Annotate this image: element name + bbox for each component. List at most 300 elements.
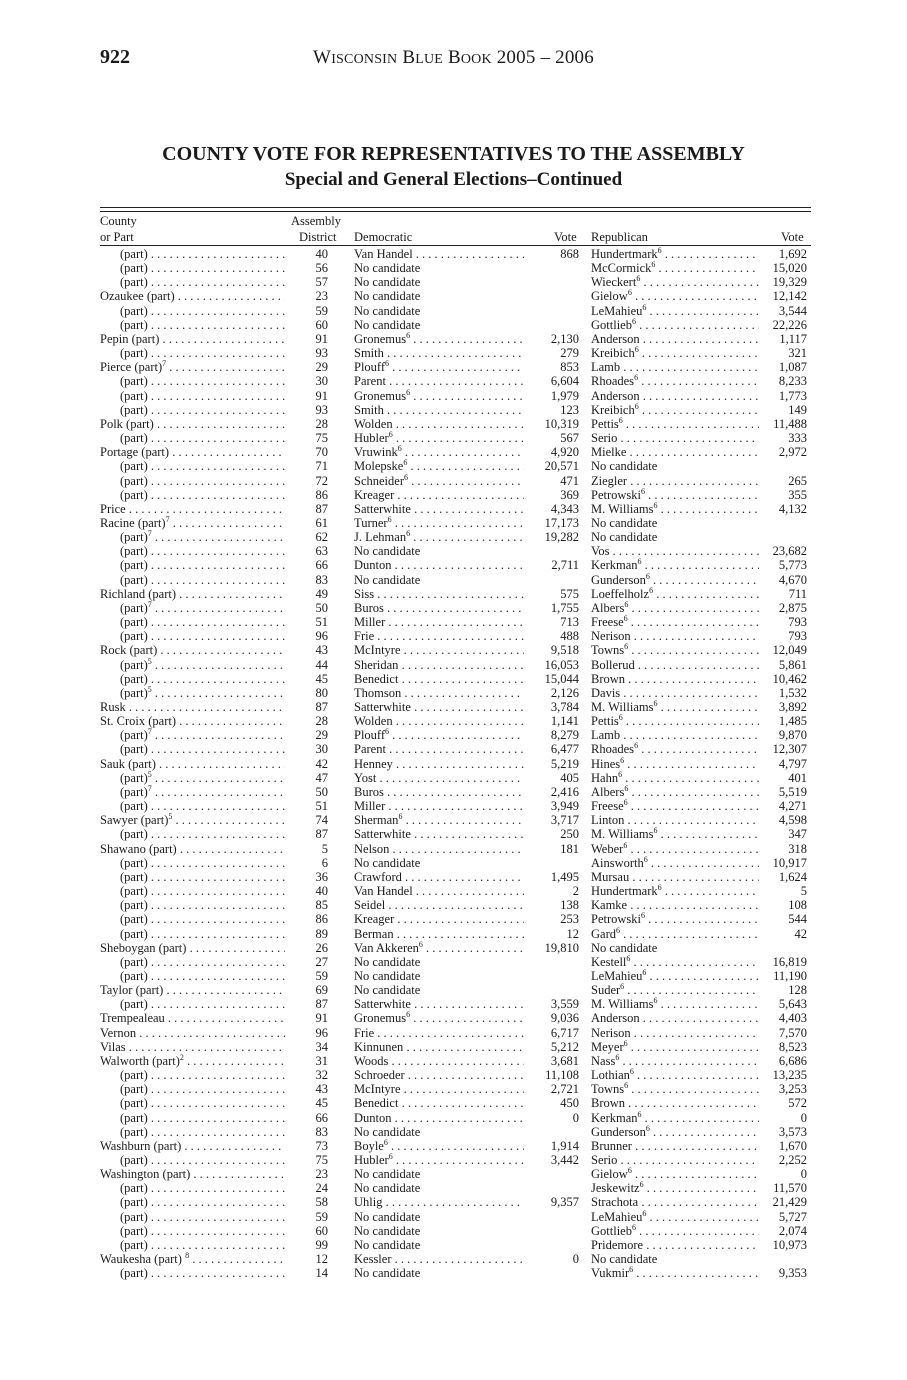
county-cell xyxy=(100,445,285,459)
footnote-marker: 7 xyxy=(147,728,152,737)
cell-text: 572 xyxy=(788,1096,807,1111)
district-cell xyxy=(285,898,328,912)
cell-text: 128 xyxy=(788,983,807,998)
republican-candidate-cell xyxy=(591,771,759,785)
cell-text: 83 xyxy=(315,572,328,587)
district-cell xyxy=(285,1011,328,1025)
republican-candidate-cell xyxy=(591,983,759,997)
cell-text: Woods xyxy=(354,1053,389,1068)
table-row xyxy=(100,728,811,742)
democratic-candidate-cell xyxy=(354,1011,524,1025)
cell-text: (part) xyxy=(120,954,148,969)
democratic-candidate-cell xyxy=(354,261,524,275)
col-assembly-header-1: Assembly xyxy=(291,214,341,228)
democratic-vote-cell xyxy=(520,530,579,544)
cell-text: Towns xyxy=(591,1082,625,1097)
footnote-marker: 6 xyxy=(624,600,629,609)
republican-vote-cell xyxy=(755,1082,807,1096)
republican-candidate-cell xyxy=(591,1139,759,1153)
republican-vote-cell xyxy=(755,856,807,870)
cell-text: Suder xyxy=(591,983,621,998)
cell-text: Kinnunen xyxy=(354,1039,404,1054)
table-row xyxy=(100,799,811,813)
republican-vote-cell xyxy=(755,304,807,318)
cell-text: 2,252 xyxy=(778,1153,807,1167)
table-row xyxy=(100,997,811,1011)
cell-text: 15,044 xyxy=(544,671,579,686)
democratic-vote-cell xyxy=(520,601,579,615)
republican-vote-cell xyxy=(755,1195,807,1209)
cell-text: Gottlieb xyxy=(591,1223,632,1238)
cell-text: (part) xyxy=(120,926,148,941)
democratic-candidate-cell xyxy=(354,1210,524,1224)
cell-text: 93 xyxy=(315,346,328,361)
cell-text: Anderson xyxy=(591,1011,640,1026)
cell-text: Gottlieb xyxy=(591,317,632,332)
cell-text: Lamb xyxy=(591,360,621,375)
cell-text: LeMahieu xyxy=(591,1209,643,1224)
republican-vote-cell xyxy=(755,785,807,799)
cell-text: Kreager xyxy=(354,912,395,927)
cell-text: Petrowski xyxy=(591,487,641,502)
cell-text: 3,717 xyxy=(550,813,579,828)
cell-text: 253 xyxy=(560,912,579,927)
cell-text: 1,914 xyxy=(550,1138,579,1153)
district-cell xyxy=(285,516,328,530)
cell-text: 5,861 xyxy=(778,657,807,672)
cell-text: 355 xyxy=(788,487,807,502)
cell-text: Kerkman xyxy=(591,558,638,573)
district-cell xyxy=(285,417,328,431)
republican-candidate-cell xyxy=(591,1026,759,1040)
republican-vote-cell xyxy=(755,728,807,742)
cell-text: 333 xyxy=(788,431,807,446)
republican-vote-cell xyxy=(755,827,807,841)
cell-text: 4,797 xyxy=(778,756,807,771)
cell-text: 401 xyxy=(788,770,807,785)
cell-text: Washburn (part) xyxy=(100,1138,182,1153)
county-cell xyxy=(120,459,285,473)
footnote-marker: 6 xyxy=(387,515,392,524)
district-cell xyxy=(285,573,328,587)
cell-text: 45 xyxy=(315,1096,328,1111)
district-cell xyxy=(285,672,328,686)
county-cell xyxy=(100,417,285,431)
cell-text: (part) xyxy=(120,1266,148,1281)
cell-text: 34 xyxy=(315,1039,328,1054)
footnote-marker: 6 xyxy=(629,1068,634,1076)
footnote-marker: 7 xyxy=(147,530,152,538)
county-cell xyxy=(120,474,285,488)
republican-vote-cell xyxy=(755,1026,807,1040)
cell-text: 91 xyxy=(315,331,328,346)
democratic-candidate-cell xyxy=(354,927,524,941)
cell-text: No candidate xyxy=(354,1266,421,1281)
cell-text: 471 xyxy=(560,473,579,488)
cell-text: 181 xyxy=(560,841,579,856)
district-cell xyxy=(285,318,328,332)
footnote-marker: 5 xyxy=(147,657,152,666)
cell-text: 20,571 xyxy=(544,459,579,474)
cell-text: 138 xyxy=(560,898,579,913)
democratic-vote-cell xyxy=(520,1139,579,1153)
cell-text: 9,870 xyxy=(778,728,807,743)
cell-text: (part) xyxy=(120,317,148,332)
table-row xyxy=(100,1252,811,1266)
cell-text: Gielow xyxy=(591,289,628,304)
cell-text: Nass xyxy=(591,1053,616,1068)
democratic-vote-cell xyxy=(520,474,579,488)
republican-candidate-cell xyxy=(591,757,759,771)
county-cell xyxy=(120,1224,285,1238)
cell-text: No candidate xyxy=(354,303,421,318)
democratic-candidate-cell xyxy=(354,573,524,587)
county-cell xyxy=(120,247,285,261)
republican-candidate-cell xyxy=(591,1252,759,1266)
republican-candidate-cell xyxy=(591,417,759,431)
cell-text: Pierce (part) xyxy=(100,360,163,375)
democratic-candidate-cell xyxy=(354,1266,524,1280)
cell-text: 567 xyxy=(560,431,579,446)
democratic-vote-cell xyxy=(520,629,579,643)
district-cell xyxy=(285,389,328,403)
table-row xyxy=(100,898,811,912)
republican-candidate-cell xyxy=(591,1153,759,1167)
cell-text: Vilas xyxy=(100,1039,126,1054)
republican-candidate-cell xyxy=(591,856,759,870)
table-row xyxy=(100,1238,811,1252)
cell-text: Berman xyxy=(354,926,394,941)
cell-text: 40 xyxy=(315,884,328,899)
republican-candidate-cell xyxy=(591,884,759,898)
democratic-vote-cell xyxy=(520,785,579,799)
democratic-candidate-cell xyxy=(354,346,524,360)
cell-text: 6 xyxy=(321,855,328,870)
footnote-marker: 6 xyxy=(653,997,658,1006)
republican-candidate-cell xyxy=(591,261,759,275)
county-cell xyxy=(100,941,285,955)
cell-text: 3,949 xyxy=(550,799,579,814)
district-cell xyxy=(285,1096,328,1110)
cell-text: Anderson xyxy=(591,388,640,403)
table-row xyxy=(100,558,811,572)
democratic-vote-cell xyxy=(520,686,579,700)
cell-text: 13,235 xyxy=(772,1068,807,1083)
cell-text: 24 xyxy=(315,1181,328,1196)
district-cell xyxy=(285,629,328,643)
cell-text: Satterwhite xyxy=(354,501,411,516)
cell-text: Gunderson xyxy=(591,1124,646,1139)
democratic-vote-cell xyxy=(520,431,579,445)
cell-text: Taylor (part) xyxy=(100,983,164,998)
county-cell xyxy=(120,686,285,700)
cell-text: Anderson xyxy=(591,331,640,346)
cell-text: 9,036 xyxy=(550,1011,579,1026)
cell-text: 47 xyxy=(315,770,328,785)
republican-vote-cell xyxy=(755,658,807,672)
cell-text: LeMahieu xyxy=(591,968,643,983)
footnote-marker: 6 xyxy=(418,940,423,949)
running-title xyxy=(0,47,907,69)
democratic-candidate-cell xyxy=(354,757,524,771)
cell-text: Gronemus xyxy=(354,331,407,346)
cell-text: (part) xyxy=(120,784,148,799)
county-cell xyxy=(120,544,285,558)
district-cell xyxy=(285,1111,328,1125)
table-row xyxy=(100,672,811,686)
cell-text: (part) xyxy=(120,275,148,290)
cell-text: Rock (part) xyxy=(100,643,158,658)
cell-text: 0 xyxy=(800,1167,807,1182)
cell-text: Strachota xyxy=(591,1195,639,1210)
footnote-marker: 6 xyxy=(629,1266,634,1275)
page-subtitle: Special and General Elections–Continued xyxy=(284,169,623,190)
cell-text: Henney xyxy=(354,756,393,771)
running-title-part: B xyxy=(447,47,461,68)
cell-text: (part) xyxy=(120,459,148,474)
republican-candidate-cell xyxy=(591,474,759,488)
republican-candidate-cell xyxy=(591,558,759,572)
cell-text: Vernon xyxy=(100,1025,137,1040)
cell-text: No candidate xyxy=(354,544,421,559)
cell-text: Brown xyxy=(591,671,626,686)
cell-text: 86 xyxy=(315,912,328,927)
table-row xyxy=(100,941,811,955)
county-cell xyxy=(120,927,285,941)
district-cell xyxy=(285,374,328,388)
republican-vote-cell xyxy=(755,1125,807,1139)
county-cell xyxy=(120,431,285,445)
cell-text: Buros xyxy=(354,600,384,615)
democratic-vote-cell xyxy=(520,728,579,742)
table-row xyxy=(100,275,811,289)
cell-text: 66 xyxy=(315,1110,328,1125)
cell-text: 4,343 xyxy=(550,501,579,516)
table-row xyxy=(100,742,811,756)
cell-text: 10,462 xyxy=(772,671,807,686)
county-cell xyxy=(120,827,285,841)
running-title-part: B xyxy=(402,47,416,68)
democratic-vote-cell xyxy=(520,1054,579,1068)
cell-text: No candidate xyxy=(354,1223,421,1238)
democratic-candidate-cell xyxy=(354,1040,524,1054)
cell-text: Kestell xyxy=(591,954,627,969)
footnote-marker: 6 xyxy=(636,275,641,284)
table-row xyxy=(100,771,811,785)
cell-text: 1,773 xyxy=(778,388,807,403)
cell-text: 250 xyxy=(560,827,579,842)
table-row xyxy=(100,544,811,558)
footnote-marker: 6 xyxy=(653,827,658,836)
cell-text: No candidate xyxy=(354,1237,421,1252)
republican-candidate-cell xyxy=(591,742,759,756)
democratic-vote-cell xyxy=(520,714,579,728)
district-cell xyxy=(285,474,328,488)
democratic-vote-cell xyxy=(520,813,579,827)
democratic-vote-cell xyxy=(520,1040,579,1054)
footnote-marker: 6 xyxy=(397,445,402,454)
cell-text: 6,717 xyxy=(550,1025,579,1040)
republican-candidate-cell xyxy=(591,629,759,643)
table-row xyxy=(100,912,811,926)
district-cell xyxy=(285,1125,328,1139)
republican-vote-cell xyxy=(755,643,807,657)
vote-table xyxy=(100,247,811,1280)
democratic-candidate-cell xyxy=(354,714,524,728)
county-cell xyxy=(120,1068,285,1082)
district-cell xyxy=(285,1054,328,1068)
cell-text: Sheridan xyxy=(354,657,399,672)
cell-text: 72 xyxy=(315,473,328,488)
cell-text: Molepske xyxy=(354,459,404,474)
democratic-candidate-cell xyxy=(354,502,524,516)
cell-text: 86 xyxy=(315,487,328,502)
democratic-candidate-cell xyxy=(354,969,524,983)
cell-text: McIntyre xyxy=(354,643,401,658)
district-cell xyxy=(285,587,328,601)
cell-text: 321 xyxy=(788,346,807,361)
footnote-marker: 7 xyxy=(147,600,152,609)
county-cell xyxy=(100,983,285,997)
democratic-vote-cell xyxy=(520,459,579,473)
cell-text: Smith xyxy=(354,346,384,361)
democratic-vote-cell xyxy=(520,558,579,572)
county-cell xyxy=(100,502,285,516)
republican-vote-cell xyxy=(755,927,807,941)
cell-text: 4,403 xyxy=(778,1011,807,1026)
cell-text: 1,117 xyxy=(779,331,807,346)
cell-text: 96 xyxy=(315,629,328,644)
table-row xyxy=(100,261,811,275)
democratic-candidate-cell xyxy=(354,1082,524,1096)
cell-text: 91 xyxy=(315,1011,328,1026)
county-cell xyxy=(100,1252,285,1266)
cell-text: 30 xyxy=(315,374,328,389)
footnote-marker: 6 xyxy=(406,331,411,340)
cell-text: 43 xyxy=(315,643,328,658)
footnote-marker: 6 xyxy=(624,643,629,652)
footnote-marker: 6 xyxy=(645,572,650,581)
footnote-marker: 6 xyxy=(624,784,629,793)
cell-text: (part) xyxy=(120,912,148,927)
table-row xyxy=(100,417,811,431)
cell-text: 347 xyxy=(788,827,807,842)
cell-text: 42 xyxy=(315,756,328,771)
democratic-candidate-cell xyxy=(354,389,524,403)
democratic-vote-cell xyxy=(520,771,579,785)
table-row xyxy=(100,360,811,374)
col-county-header-2: or Part xyxy=(100,230,134,244)
district-cell xyxy=(285,289,328,303)
table-row xyxy=(100,587,811,601)
democratic-candidate-cell xyxy=(354,445,524,459)
democratic-candidate-cell xyxy=(354,728,524,742)
cell-text: Mielke xyxy=(591,445,627,460)
republican-vote-cell xyxy=(755,403,807,417)
democratic-vote-cell xyxy=(520,516,579,530)
county-cell xyxy=(120,955,285,969)
cell-text: (part) xyxy=(120,997,148,1012)
county-cell xyxy=(120,389,285,403)
cell-text: 11,108 xyxy=(545,1068,579,1083)
democratic-candidate-cell xyxy=(354,955,524,969)
cell-text: Siss xyxy=(354,586,375,601)
cell-text: Vruwink xyxy=(354,445,398,460)
democratic-vote-cell xyxy=(520,587,579,601)
cell-text: Hubler xyxy=(354,431,389,446)
cell-text: Pepin (part) xyxy=(100,331,160,346)
republican-candidate-cell xyxy=(591,1238,759,1252)
republican-candidate-cell xyxy=(591,1111,759,1125)
republican-vote-cell xyxy=(755,757,807,771)
cell-text: J. Lehman xyxy=(354,530,407,545)
cell-text: 8,233 xyxy=(778,374,807,389)
cell-text: 23 xyxy=(315,289,328,304)
cell-text: No candidate xyxy=(354,1181,421,1196)
cell-text: (part) xyxy=(120,247,148,261)
republican-candidate-cell xyxy=(591,686,759,700)
cell-text: 2,875 xyxy=(778,600,807,615)
democratic-candidate-cell xyxy=(354,247,524,261)
district-cell xyxy=(285,927,328,941)
cell-text: 2,126 xyxy=(550,685,579,700)
cell-text: Dunton xyxy=(354,1110,392,1125)
democratic-vote-cell xyxy=(520,912,579,926)
county-cell xyxy=(120,1111,285,1125)
republican-candidate-cell xyxy=(591,927,759,941)
democratic-candidate-cell xyxy=(354,488,524,502)
democratic-vote-cell xyxy=(520,403,579,417)
cell-text: 16,053 xyxy=(544,657,579,672)
table-row xyxy=(100,431,811,445)
county-cell xyxy=(100,757,285,771)
table-row xyxy=(100,856,811,870)
cell-text: 75 xyxy=(315,1153,328,1167)
cell-text: (part) xyxy=(120,1124,148,1139)
cell-text: Dunton xyxy=(354,558,392,573)
democratic-vote-cell xyxy=(520,997,579,1011)
cell-text: 5,519 xyxy=(778,784,807,799)
table-row xyxy=(100,1125,811,1139)
table-row xyxy=(100,658,811,672)
republican-vote-cell xyxy=(755,1266,807,1280)
cell-text: 265 xyxy=(788,473,807,488)
cell-text: 43 xyxy=(315,1082,328,1097)
footnote-marker: 6 xyxy=(618,770,623,779)
table-row xyxy=(100,1153,811,1167)
cell-text: Ozaukee (part) xyxy=(100,289,175,304)
cell-text: McCormick xyxy=(591,261,652,276)
cell-text: No candidate xyxy=(591,940,658,955)
democratic-vote-cell xyxy=(520,700,579,714)
republican-vote-cell xyxy=(755,813,807,827)
democratic-candidate-cell xyxy=(354,658,524,672)
republican-vote-cell xyxy=(755,1238,807,1252)
cell-text: 42 xyxy=(794,926,807,941)
cell-text: 23,682 xyxy=(772,544,807,559)
republican-candidate-cell xyxy=(591,615,759,629)
footnote-marker: 6 xyxy=(634,402,639,411)
district-cell xyxy=(285,304,328,318)
cell-text: 11,488 xyxy=(773,416,807,431)
cell-text: 5 xyxy=(321,841,328,856)
cell-text: Satterwhite xyxy=(354,700,411,714)
table-row xyxy=(100,757,811,771)
republican-candidate-cell xyxy=(591,827,759,841)
cell-text: Van Handel xyxy=(354,884,413,899)
democratic-candidate-cell xyxy=(354,827,524,841)
table-row xyxy=(100,459,811,473)
